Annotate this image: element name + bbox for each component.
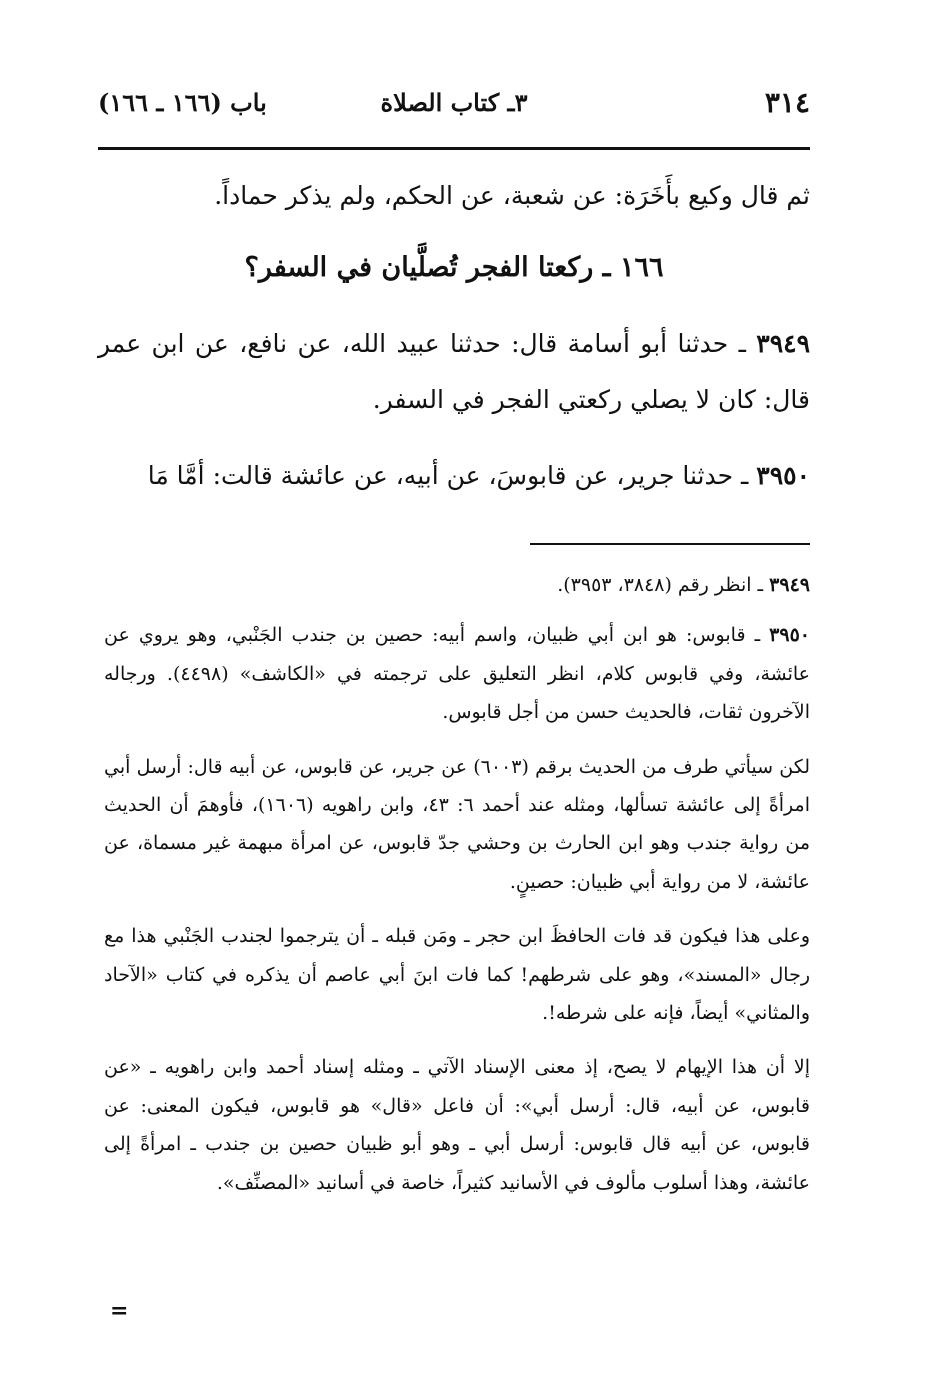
chapter-heading: ١٦٦ ـ ركعتا الفجر تُصلَّيان في السفر؟ bbox=[244, 252, 664, 283]
footnote-text: ـ انظر رقم (٣٨٤٨، ٣٩٥٣). bbox=[557, 574, 770, 596]
hadith-number: ٣٩٥٠ bbox=[756, 461, 810, 490]
continuation-mark: = bbox=[110, 1298, 129, 1324]
intro-paragraph: ثم قال وكيع بأَخَرَة: عن شعبة، عن الحكم، ولم يذكر حماداً. bbox=[214, 181, 810, 210]
footnote-paragraph bbox=[104, 917, 810, 1032]
footnote-text: لكن سيأتي طرف من الحديث برقم (٦٠٠٣) عن جرير، عن قابوس، عن أبيه قال: أرسل أبي امرأةً إلى عائشة تسألها، ومثله عند أحمد ٦: ٤٣، وابن راهويه (١٦٠٦)، فأوهمَ أن الحديث من رواية جندب وهو ابن الحارث بن وحشي جدّ قابوس، عن امرأة مبهمة غير مسماة، عن عائشة، لا من رواية أبي ظبيان: حصينٍ. bbox=[104, 755, 810, 893]
footnote-separator bbox=[530, 543, 810, 545]
hadith-text: ـ حدثنا أبو أسامة قال: حدثنا عبيد الله، عن نافع، عن ابن عمر قال: كان لا يصلي ركعتي الفجر في السفر. bbox=[98, 329, 810, 414]
hadith-paragraph bbox=[98, 448, 810, 504]
footnotes bbox=[104, 566, 810, 1218]
footnote-number: ٣٩٤٩ bbox=[769, 574, 810, 596]
hadith-text: ـ حدثنا جرير، عن قابوسَ، عن أبيه، عن عائشة قالت: أمَّا مَا bbox=[147, 461, 757, 490]
footnote-paragraph bbox=[104, 1048, 810, 1202]
hadith-paragraph bbox=[98, 316, 810, 428]
footnote-text: ـ قابوس: هو ابن أبي ظبيان، واسم أبيه: حصين بن جندب الجَنْبي، وهو يروي عن عائشة، وفي قابوس كلام، انظر التعليق على ترجمته في «الكاشف» (٤٤٩٨). ورجاله الآخرون ثقات، فالحديث حسن من أجل قابوس. bbox=[104, 624, 810, 724]
chapter-reference: باب (١٦٦ ـ ١٦٦) bbox=[98, 88, 267, 117]
footnote-text: إلا أن هذا الإيهام لا يصح، إذ معنى الإسناد الآتي ـ ومثله إسناد أحمد وابن راهويه ـ «عن قابوس، عن أبيه، قال: أرسل أبي»: أن فاعل «قال» هو قابوس، فيكون المعنى: عن قابوس، عن أبيه قال قابوس: أرسل أبي ـ وهو أبو ظبيان حصين بن جندب ـ امرأةً إلى عائشة، وهذا أسلوب مألوف في الأسانيد كثيراً، خاصة في أسانيد «المصنِّف». bbox=[104, 1056, 810, 1194]
hadith-number: ٣٩٤٩ bbox=[756, 329, 810, 358]
footnote-paragraph bbox=[104, 616, 810, 731]
footnote-paragraph bbox=[104, 748, 810, 902]
footnote-number: ٣٩٥٠ bbox=[769, 624, 810, 647]
main-text bbox=[98, 168, 810, 524]
header-rule bbox=[98, 147, 810, 150]
page-header bbox=[98, 86, 810, 126]
page-number: ٣١٤ bbox=[764, 86, 810, 119]
footnote-text: وعلى هذا فيكون قد فات الحافظَ ابن حجر ـ ومَن قبله ـ أن يترجموا لجندب الجَنْبي هذا مع رجال «المسند»، وهو على شرطهم! كما فات ابنَ أبي عاصم أن يذكره في كتاب «الآحاد والمثاني» أيضاً، فإنه على شرطه!. bbox=[104, 925, 810, 1025]
book-title: ٣ـ كتاب الصلاة bbox=[380, 88, 528, 117]
footnote-paragraph bbox=[104, 566, 810, 604]
